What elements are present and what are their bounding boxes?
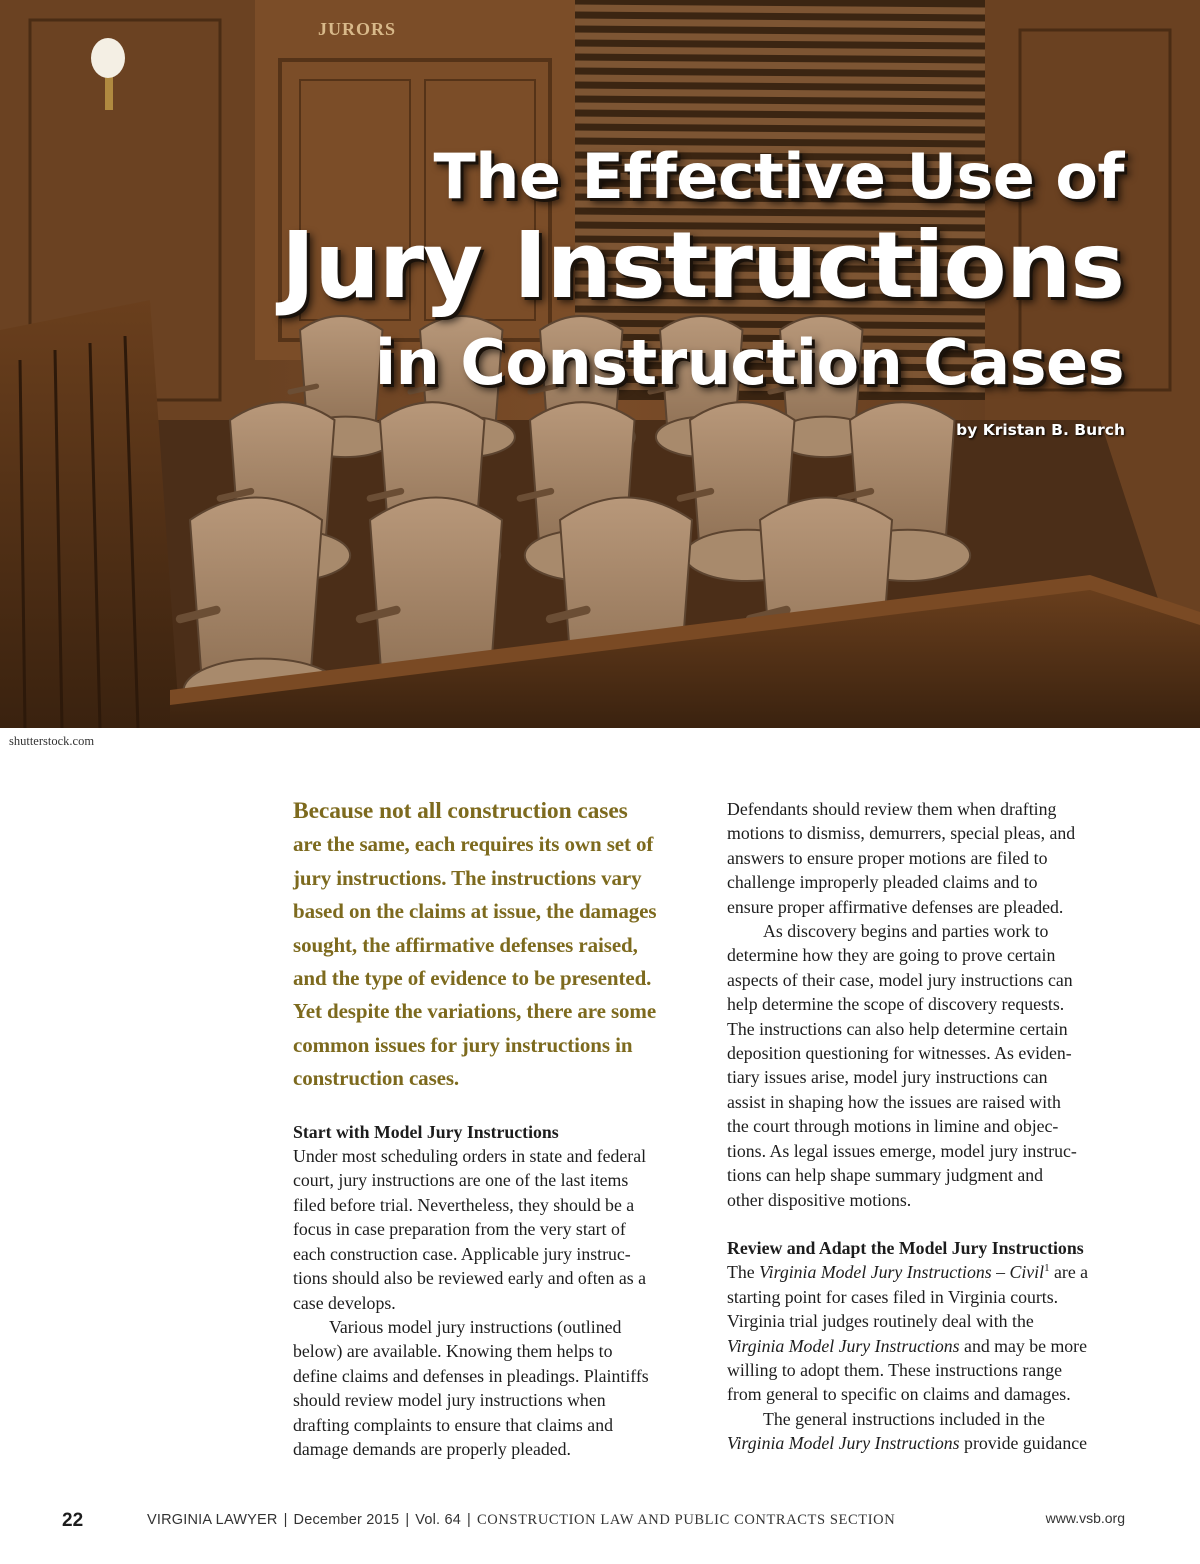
text-line: focus in case preparation from the very start of [293, 1219, 626, 1240]
text-line: deposition questioning for witnesses. As eviden- [727, 1043, 1072, 1064]
section-heading-review-adapt: Review and Adapt the Model Jury Instructions [727, 1237, 1084, 1258]
text-line: tions can help shape summary judgment and [727, 1165, 1044, 1186]
lead-line: construction cases. [293, 1066, 460, 1091]
title-line-1: The Effective Use of [433, 140, 1124, 213]
blind-slat [575, 64, 985, 67]
text-line: Various model jury instructions (outlined [329, 1316, 622, 1337]
page-footer [0, 1506, 1200, 1536]
lead-line: Yet despite the variations, there are some [293, 999, 657, 1024]
text-line: willing to adopt them. These instructions range [727, 1359, 1062, 1380]
blind-slat [575, 120, 985, 123]
text-line: should review model jury instructions when [293, 1390, 606, 1411]
text-line: help determine the scope of discovery requests. [727, 994, 1065, 1015]
title-line-3: in Construction Cases [374, 326, 1124, 399]
text-line: As discovery begins and parties work to [763, 921, 1049, 942]
text-line: court, jury instructions are one of the last items [293, 1170, 629, 1191]
text-line: starting point for cases filed in Virginia courts. [727, 1286, 1059, 1307]
text-line: other dispositive motions. [727, 1189, 912, 1210]
text-line: tiary issues arise, model jury instructions can [727, 1067, 1048, 1088]
body-paragraph [293, 1144, 693, 1315]
website-link[interactable]: www.vsb.org [1045, 1510, 1125, 1526]
text-line: Under most scheduling orders in state and federal [293, 1146, 647, 1167]
text-line: The general instructions included in the [763, 1408, 1045, 1429]
text-line: drafting complaints to ensure that claims and [293, 1414, 613, 1435]
blind-slat [575, 134, 985, 137]
lead-line: and the type of evidence to be presented. [293, 966, 652, 991]
body-paragraph [293, 1315, 693, 1461]
lead-paragraph [293, 795, 693, 1096]
text-line: Defendants should review them when drafting [727, 799, 1057, 819]
text-line: ensure proper affirmative defenses are pleaded. [727, 896, 1064, 917]
blind-slat [575, 78, 985, 81]
issue-date: December 2015 [293, 1512, 400, 1528]
footnote-marker: 1 [1044, 1262, 1050, 1275]
blind-slat [575, 50, 985, 53]
text-line: The instructions can also help determine certain [727, 1018, 1068, 1039]
right-column [727, 797, 1127, 1456]
text-line: filed before trial. Nevertheless, they should be a [293, 1194, 635, 1215]
lead-line: are the same, each requires its own set of [293, 832, 654, 857]
text-line: damage demands are properly pleaded. [293, 1438, 571, 1459]
blind-slat [575, 36, 985, 39]
blind-slat [575, 92, 985, 95]
text-line: each construction case. Applicable jury instruc- [293, 1243, 631, 1264]
body-paragraph [727, 1407, 1127, 1456]
text-line: answers to ensure proper motions are filed to [727, 847, 1048, 868]
lead-line: common issues for jury instructions in [293, 1032, 633, 1057]
text-line: Virginia Model Jury Instructions provide guidance [727, 1433, 1087, 1454]
text-line: determine how they are going to prove certain [727, 945, 1056, 966]
text-line: tions should also be reviewed early and often as a [293, 1268, 647, 1289]
text-line: from general to specific on claims and damages. [727, 1384, 1071, 1405]
section-heading-start-model: Start with Model Jury Instructions [293, 1121, 559, 1142]
page-number: 22 [62, 1510, 84, 1531]
photo-credit: shutterstock.com [9, 734, 95, 748]
italic-title: Virginia Model Jury Instructions [727, 1335, 960, 1356]
blind-slat [575, 106, 985, 109]
italic-title: Virginia Model Jury Instructions – Civil [759, 1262, 1045, 1283]
text-line: the court through motions in limine and objec- [727, 1116, 1059, 1137]
publication-info: VIRGINIA LAWYER | December 2015 | Vol. 64 | CONSTRUCTION LAW AND PUBLIC CONTRACTS SECTION [147, 1512, 896, 1528]
lead-line: jury instructions. The instructions vary [293, 865, 642, 890]
blind-slat [575, 8, 985, 11]
text-line: aspects of their case, model jury instructions can [727, 969, 1073, 990]
publication-name: VIRGINIA LAWYER [147, 1512, 278, 1528]
text-line: Virginia Model Jury Instructions and may be more [727, 1335, 1087, 1356]
hero-photo [0, 0, 1200, 728]
title-line-2: Jury Instructions [281, 212, 1124, 319]
blind-slat [575, 22, 985, 25]
text-line: below) are available. Knowing them helps to [293, 1341, 613, 1362]
door-sign: JURORS [318, 19, 397, 39]
lead-line: based on the claims at issue, the damages [293, 899, 657, 924]
text-line: case develops. [293, 1292, 396, 1313]
section-name: CONSTRUCTION LAW AND PUBLIC CONTRACTS SECTION [477, 1512, 896, 1528]
text-line: tions. As legal issues emerge, model jury instruc- [727, 1140, 1077, 1161]
text-line: assist in shaping how the issues are raised with [727, 1091, 1061, 1112]
text-line: The Virginia Model Jury Instructions – Civil$^1$ are a [727, 1262, 1089, 1283]
author-byline: by Kristan B. Burch [956, 421, 1125, 439]
body-paragraph [727, 1260, 1127, 1406]
text-line: Virginia trial judges routinely deal with the [727, 1311, 1034, 1332]
lead-line: Because not all construction cases [293, 798, 628, 824]
text-line: define claims and defenses in pleadings. Plaintiffs [293, 1365, 649, 1386]
lead-line: sought, the affirmative defenses raised, [293, 932, 638, 957]
body-paragraph [727, 919, 1127, 1212]
text-line: motions to dismiss, demurrers, special pleas, and [727, 823, 1076, 844]
volume: Vol. 64 [415, 1512, 462, 1528]
text-line: challenge improperly pleaded claims and to [727, 872, 1038, 893]
body-paragraph [727, 797, 1127, 919]
italic-title: Virginia Model Jury Instructions [727, 1433, 960, 1454]
left-column [293, 795, 693, 1461]
